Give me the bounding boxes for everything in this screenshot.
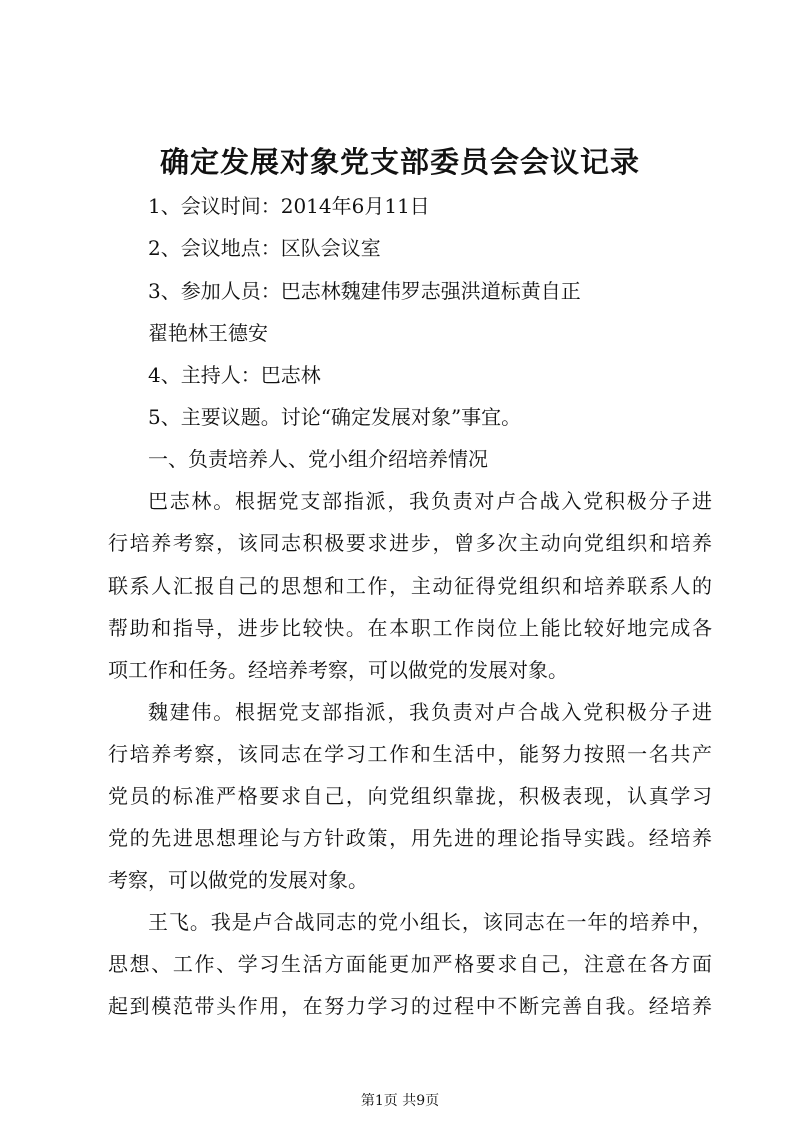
paragraph-line: 行培养考察，该同志在学习工作和生活中，能努力按照一名共产 — [108, 742, 712, 766]
meeting-time-line: 1、会议时间：2014年6月11日 — [148, 194, 430, 218]
paragraph-line: 考察，可以做党的发展对象。 — [108, 868, 368, 892]
section-heading: 一、负责培养人、党小组介绍培养情况 — [148, 447, 488, 471]
paragraph-line: 党的先进思想理论与方针政策，用先进的理论指导实践。经培养 — [108, 826, 712, 850]
attendees-line: 3、参加人员：巴志林魏建伟罗志强洪道标黄自正 — [148, 279, 581, 303]
attendees-continued-line: 翟艳林王德安 — [148, 321, 268, 345]
paragraph-line: 思想、工作、学习生活方面能更加严格要求自己，注意在各方面 — [108, 952, 712, 976]
paragraph-line: 巴志林。根据党支部指派，我负责对卢合战入党积极分子进 — [148, 489, 712, 513]
paragraph-line: 帮助和指导，进步比较快。在本职工作岗位上能比较好地完成各 — [108, 616, 712, 640]
meeting-location-line: 2、会议地点：区队会议室 — [148, 236, 381, 260]
host-line: 4、主持人：巴志林 — [148, 363, 321, 387]
paragraph-line: 项工作和任务。经培养考察，可以做党的发展对象。 — [108, 658, 568, 682]
paragraph-line: 起到模范带头作用，在努力学习的过程中不断完善自我。经培养 — [108, 994, 712, 1018]
page-number-footer: 第1页 共9页 — [360, 1093, 440, 1109]
paragraph-line: 王飞。我是卢合战同志的党小组长，该同志在一年的培养中， — [148, 910, 712, 934]
paragraph-line: 联系人汇报自己的思想和工作，主动征得党组织和培养联系人的 — [108, 574, 712, 598]
paragraph-line: 魏建伟。根据党支部指派，我负责对卢合战入党积极分子进 — [148, 700, 712, 724]
paragraph-line: 党员的标准严格要求自己，向党组织靠拢，积极表现，认真学习 — [108, 784, 712, 808]
document-title: 确定发展对象党支部委员会会议记录 — [159, 145, 640, 179]
main-topic-line: 5、主要议题。讨论“确定发展对象”事宜。 — [148, 405, 522, 429]
paragraph-line: 行培养考察，该同志积极要求进步，曾多次主动向党组织和培养 — [108, 531, 712, 555]
